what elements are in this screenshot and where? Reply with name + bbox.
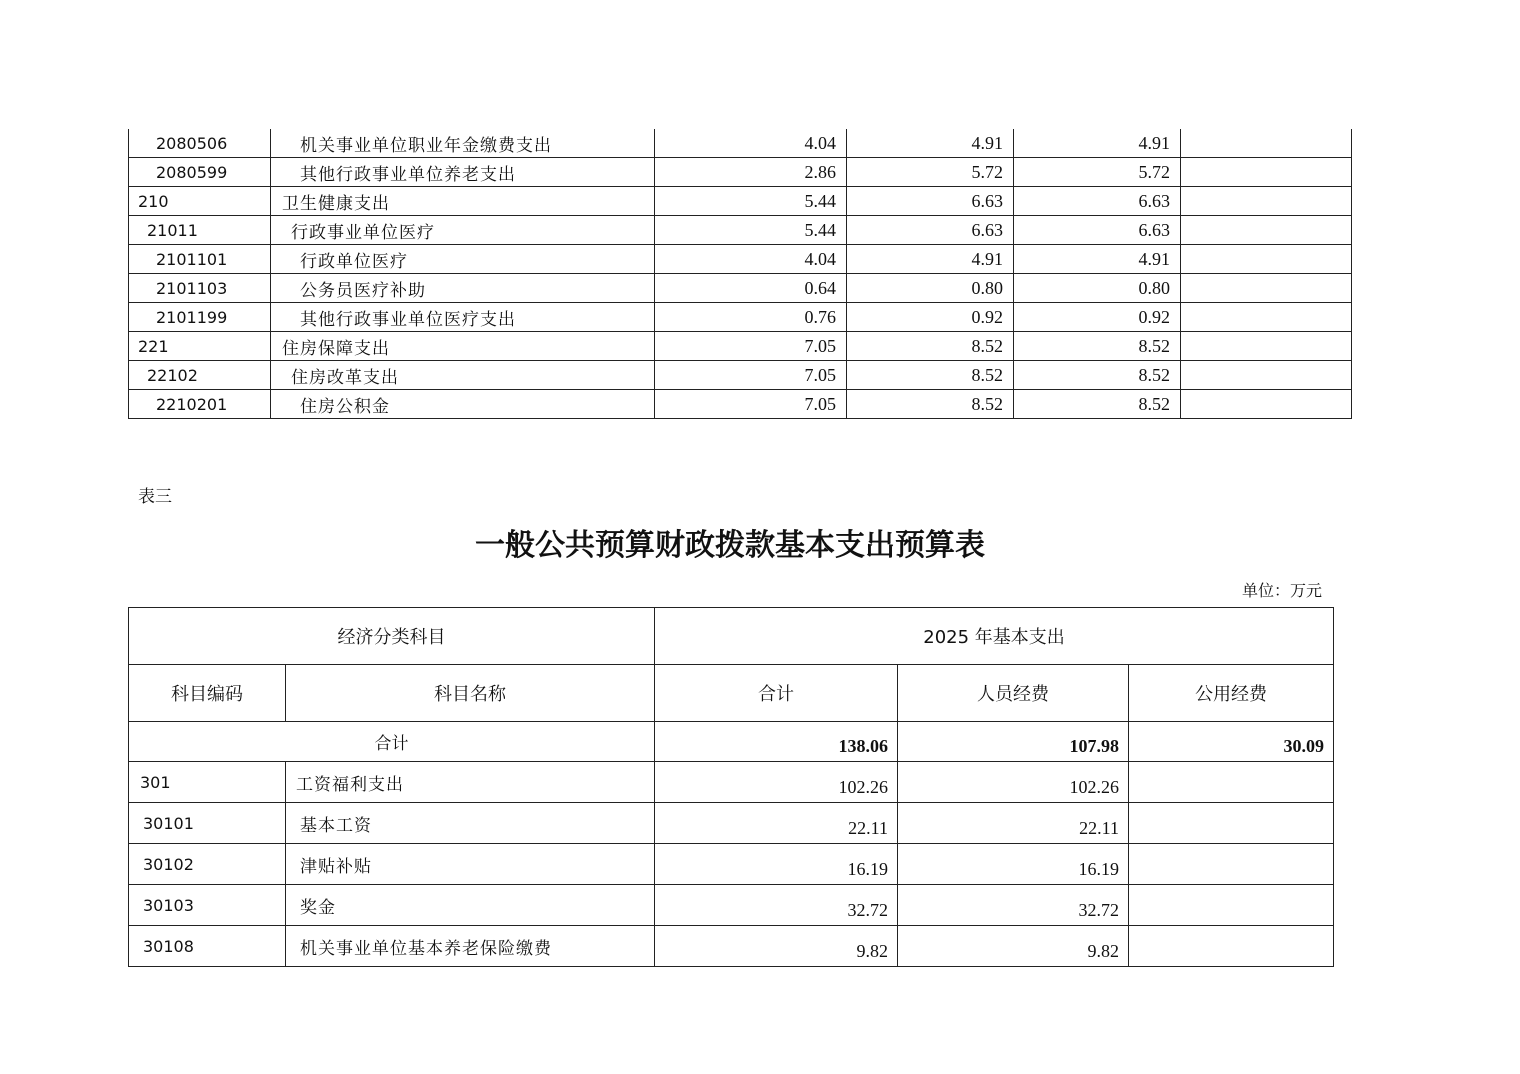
- subject-name-cell: 奖金: [286, 885, 655, 926]
- subject-code-cell: 2101101: [129, 245, 271, 274]
- basic-expenditure-table: [128, 607, 1334, 967]
- table-row: [129, 844, 1334, 885]
- table-row: [129, 245, 1352, 274]
- subject-code-cell: 2101199: [129, 303, 271, 332]
- subject-code-cell: 30102: [129, 844, 286, 885]
- subject-name-cell: 卫生健康支出: [271, 187, 655, 216]
- value-cell-3: 8.52: [1014, 332, 1181, 361]
- value-cell-2: 6.63: [847, 216, 1014, 245]
- subject-code-cell: 30103: [129, 885, 286, 926]
- value-cell-3: 5.72: [1014, 158, 1181, 187]
- subject-name-cell: 工资福利支出: [286, 762, 655, 803]
- subject-code-cell: 21011: [129, 216, 271, 245]
- value-cell-1: 7.05: [655, 361, 847, 390]
- value-cell-1: 4.04: [655, 129, 847, 158]
- header-row-group: [129, 608, 1334, 665]
- personnel-cell: 9.82: [898, 926, 1129, 967]
- subject-name-cell: 行政单位医疗: [271, 245, 655, 274]
- table-row: [129, 762, 1334, 803]
- subject-name-cell: 基本工资: [286, 803, 655, 844]
- value-cell-4: [1181, 187, 1352, 216]
- value-cell-1: 0.64: [655, 274, 847, 303]
- table-row: [129, 274, 1352, 303]
- value-cell-2: 4.91: [847, 129, 1014, 158]
- subject-code-cell: 2210201: [129, 390, 271, 419]
- subject-name-cell: 其他行政事业单位医疗支出: [271, 303, 655, 332]
- public-cell: [1129, 844, 1334, 885]
- personnel-cell: 22.11: [898, 803, 1129, 844]
- subject-code-cell: 2080599: [129, 158, 271, 187]
- value-cell-1: 4.04: [655, 245, 847, 274]
- subject-code-cell: 30101: [129, 803, 286, 844]
- personnel-cell: 32.72: [898, 885, 1129, 926]
- total-cell: 16.19: [655, 844, 898, 885]
- total-personnel: 107.98: [898, 722, 1129, 762]
- subject-name-cell: 机关事业单位基本养老保险缴费: [286, 926, 655, 967]
- value-cell-4: [1181, 216, 1352, 245]
- value-cell-1: 7.05: [655, 332, 847, 361]
- table-row: [129, 885, 1334, 926]
- value-cell-2: 0.92: [847, 303, 1014, 332]
- value-cell-3: 4.91: [1014, 129, 1181, 158]
- table-row: [129, 187, 1352, 216]
- total-cell: 22.11: [655, 803, 898, 844]
- value-cell-3: 6.63: [1014, 187, 1181, 216]
- value-cell-3: 6.63: [1014, 216, 1181, 245]
- header-personnel-expenses: 人员经费: [898, 665, 1129, 722]
- value-cell-4: [1181, 158, 1352, 187]
- subject-name-cell: 津贴补贴: [286, 844, 655, 885]
- value-cell-2: 5.72: [847, 158, 1014, 187]
- subject-code-cell: 221: [129, 332, 271, 361]
- value-cell-3: 0.80: [1014, 274, 1181, 303]
- personnel-cell: 102.26: [898, 762, 1129, 803]
- table-row: [129, 361, 1352, 390]
- table-row: [129, 926, 1334, 967]
- subject-name-cell: 住房改革支出: [271, 361, 655, 390]
- subject-name-cell: 住房保障支出: [271, 332, 655, 361]
- header-row-columns: [129, 665, 1334, 722]
- header-total: 合计: [655, 665, 898, 722]
- value-cell-4: [1181, 361, 1352, 390]
- value-cell-4: [1181, 245, 1352, 274]
- value-cell-2: 0.80: [847, 274, 1014, 303]
- header-subject-name: 科目名称: [286, 665, 655, 722]
- budget-table-continued: [128, 129, 1352, 419]
- subject-name-cell: 公务员医疗补助: [271, 274, 655, 303]
- header-basic-expenditure-2025: 2025 年基本支出: [655, 608, 1334, 665]
- value-cell-3: 8.52: [1014, 361, 1181, 390]
- subject-name-cell: 其他行政事业单位养老支出: [271, 158, 655, 187]
- unit-label: 单位：万元: [1241, 581, 1322, 600]
- subject-code-cell: 301: [129, 762, 286, 803]
- value-cell-1: 7.05: [655, 390, 847, 419]
- public-cell: [1129, 885, 1334, 926]
- table-number-label: 表三: [138, 487, 172, 507]
- header-public-expenses: 公用经费: [1129, 665, 1334, 722]
- public-cell: [1129, 926, 1334, 967]
- value-cell-4: [1181, 390, 1352, 419]
- table-row: [129, 390, 1352, 419]
- total-public: 30.09: [1129, 722, 1334, 762]
- value-cell-4: [1181, 129, 1352, 158]
- value-cell-3: 8.52: [1014, 390, 1181, 419]
- personnel-cell: 16.19: [898, 844, 1129, 885]
- value-cell-2: 4.91: [847, 245, 1014, 274]
- value-cell-1: 0.76: [655, 303, 847, 332]
- basic-expenditure-table-body: [129, 608, 1334, 967]
- page-title: 一般公共预算财政拨款基本支出预算表: [475, 528, 985, 563]
- subject-code-cell: 2080506: [129, 129, 271, 158]
- table-row: [129, 216, 1352, 245]
- value-cell-4: [1181, 332, 1352, 361]
- subject-code-cell: 210: [129, 187, 271, 216]
- public-cell: [1129, 803, 1334, 844]
- budget-table-continued-body: [129, 129, 1352, 419]
- total-row: [129, 722, 1334, 762]
- table-row: [129, 303, 1352, 332]
- subject-name-cell: 行政事业单位医疗: [271, 216, 655, 245]
- public-cell: [1129, 762, 1334, 803]
- table-row: [129, 129, 1352, 158]
- table-row: [129, 332, 1352, 361]
- total-cell: 9.82: [655, 926, 898, 967]
- value-cell-2: 6.63: [847, 187, 1014, 216]
- subject-name-cell: 机关事业单位职业年金缴费支出: [271, 129, 655, 158]
- value-cell-4: [1181, 274, 1352, 303]
- table-row: [129, 803, 1334, 844]
- total-sum: 138.06: [655, 722, 898, 762]
- value-cell-2: 8.52: [847, 361, 1014, 390]
- subject-code-cell: 30108: [129, 926, 286, 967]
- value-cell-2: 8.52: [847, 332, 1014, 361]
- subject-code-cell: 2101103: [129, 274, 271, 303]
- value-cell-3: 0.92: [1014, 303, 1181, 332]
- value-cell-1: 5.44: [655, 187, 847, 216]
- value-cell-2: 8.52: [847, 390, 1014, 419]
- subject-name-cell: 住房公积金: [271, 390, 655, 419]
- subject-code-cell: 22102: [129, 361, 271, 390]
- value-cell-1: 2.86: [655, 158, 847, 187]
- total-label: 合计: [129, 722, 655, 762]
- total-cell: 102.26: [655, 762, 898, 803]
- header-subject-code: 科目编码: [129, 665, 286, 722]
- value-cell-1: 5.44: [655, 216, 847, 245]
- table-row: [129, 158, 1352, 187]
- header-economic-classification: 经济分类科目: [129, 608, 655, 665]
- value-cell-4: [1181, 303, 1352, 332]
- total-cell: 32.72: [655, 885, 898, 926]
- value-cell-3: 4.91: [1014, 245, 1181, 274]
